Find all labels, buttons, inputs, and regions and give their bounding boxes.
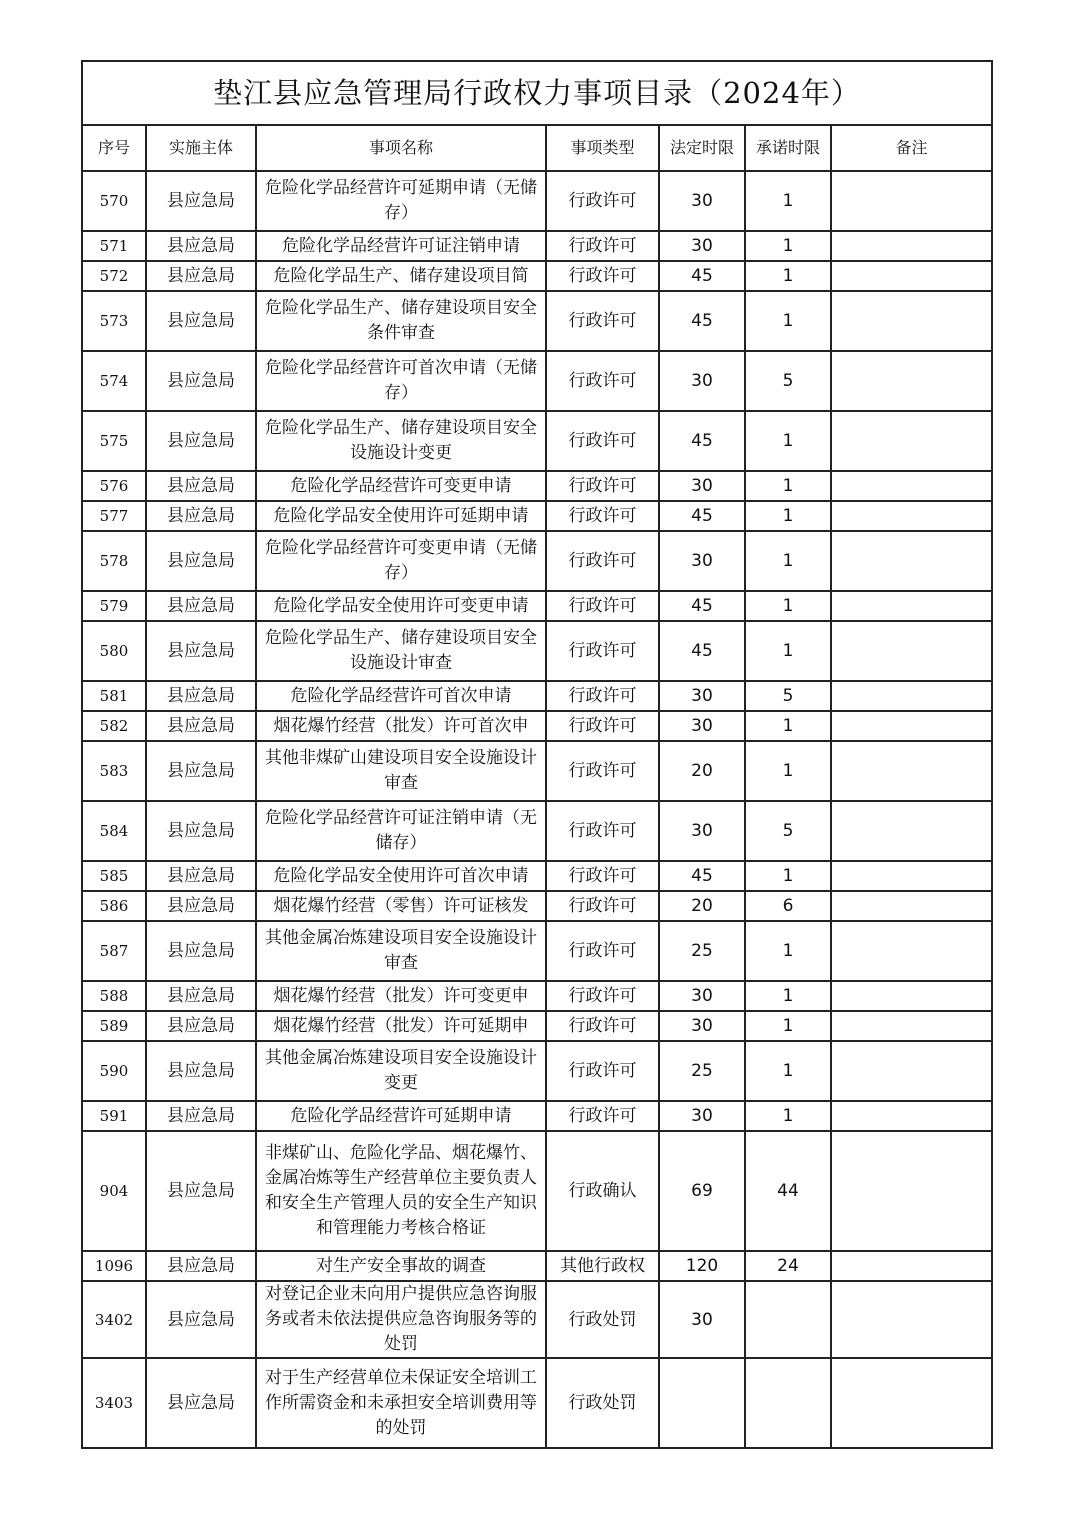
row-legal-limit: 30 [659,171,745,231]
row-org: 县应急局 [146,711,256,741]
row-legal-limit: 45 [659,291,745,351]
row-number: 3403 [82,1358,146,1448]
row-note [831,801,992,861]
row-item-name: 危险化学品经营许可延期申请 [256,1101,546,1131]
row-org: 县应急局 [146,741,256,801]
row-item-type: 其他行政权 [546,1251,659,1281]
row-item-name: 危险化学品生产、储存建设项目安全条件审查 [256,291,546,351]
row-item-name: 危险化学品经营许可延期申请（无储存） [256,171,546,231]
row-item-type: 行政许可 [546,351,659,411]
row-promise-limit: 1 [745,621,831,681]
row-item-name: 烟花爆竹经营（批发）许可首次申 [256,711,546,741]
row-number: 589 [82,1011,146,1041]
table-row [82,1011,992,1041]
row-number: 586 [82,891,146,921]
col-header-no: 序号 [82,125,146,171]
row-item-type: 行政许可 [546,1041,659,1101]
row-legal-limit: 30 [659,801,745,861]
row-note [831,1011,992,1041]
table-row [82,471,992,501]
table-row [82,741,992,801]
row-promise-limit: 24 [745,1251,831,1281]
row-item-name: 危险化学品经营许可变更申请（无储存） [256,531,546,591]
row-legal-limit: 30 [659,531,745,591]
row-item-name: 对登记企业未向用户提供应急咨询服务或者未依法提供应急咨询服务等的处罚 [256,1281,546,1358]
row-item-type: 行政许可 [546,531,659,591]
row-note [831,891,992,921]
table-row [82,1041,992,1101]
table-row [82,501,992,531]
row-item-name: 危险化学品安全使用许可首次申请 [256,861,546,891]
row-org: 县应急局 [146,1041,256,1101]
row-item-name: 非煤矿山、危险化学品、烟花爆竹、金属冶炼等生产经营单位主要负责人和安全生产管理人员的安全生产知识和管理能力考核合格证 [256,1131,546,1251]
row-item-name: 危险化学品经营许可证注销申请（无储存） [256,801,546,861]
row-org: 县应急局 [146,351,256,411]
row-promise-limit: 1 [745,861,831,891]
row-number: 1096 [82,1251,146,1281]
row-note [831,591,992,621]
row-item-type: 行政许可 [546,861,659,891]
table-row [82,591,992,621]
header-row [82,125,992,171]
row-item-type: 行政许可 [546,711,659,741]
row-item-name: 烟花爆竹经营（批发）许可变更申 [256,981,546,1011]
row-item-type: 行政许可 [546,621,659,681]
row-number: 579 [82,591,146,621]
row-org: 县应急局 [146,891,256,921]
row-item-name: 烟花爆竹经营（零售）许可证核发 [256,891,546,921]
row-legal-limit: 45 [659,621,745,681]
row-promise-limit: 44 [745,1131,831,1251]
row-item-type: 行政确认 [546,1131,659,1251]
row-promise-limit: 1 [745,1011,831,1041]
row-legal-limit: 30 [659,1101,745,1131]
row-number: 581 [82,681,146,711]
table-row [82,1358,992,1448]
row-org: 县应急局 [146,501,256,531]
row-legal-limit: 25 [659,1041,745,1101]
row-item-type: 行政许可 [546,981,659,1011]
row-item-type: 行政许可 [546,921,659,981]
row-promise-limit: 5 [745,801,831,861]
col-header-note: 备注 [831,125,992,171]
row-org: 县应急局 [146,1358,256,1448]
row-promise-limit: 1 [745,1101,831,1131]
row-item-type: 行政处罚 [546,1281,659,1358]
row-item-name: 危险化学品经营许可证注销申请 [256,231,546,261]
row-legal-limit [659,1358,745,1448]
row-legal-limit: 45 [659,411,745,471]
table-row [82,981,992,1011]
row-org: 县应急局 [146,921,256,981]
col-header-name: 事项名称 [256,125,546,171]
row-number: 570 [82,171,146,231]
row-legal-limit: 30 [659,1011,745,1041]
row-item-name: 烟花爆竹经营（批发）许可延期申 [256,1011,546,1041]
row-note [831,981,992,1011]
row-note [831,351,992,411]
row-org: 县应急局 [146,1281,256,1358]
row-number: 585 [82,861,146,891]
row-org: 县应急局 [146,411,256,471]
row-legal-limit: 30 [659,1281,745,1358]
row-org: 县应急局 [146,801,256,861]
table-row [82,711,992,741]
row-promise-limit: 6 [745,891,831,921]
row-promise-limit: 1 [745,591,831,621]
row-note [831,261,992,291]
row-org: 县应急局 [146,1131,256,1251]
table-row [82,681,992,711]
row-legal-limit: 20 [659,891,745,921]
row-note [831,1041,992,1101]
row-item-type: 行政许可 [546,171,659,231]
row-org: 县应急局 [146,981,256,1011]
row-number: 584 [82,801,146,861]
table-row [82,261,992,291]
row-note [831,861,992,891]
row-promise-limit: 1 [745,471,831,501]
col-header-type: 事项类型 [546,125,659,171]
row-legal-limit: 25 [659,921,745,981]
row-item-name: 危险化学品安全使用许可延期申请 [256,501,546,531]
row-note [831,1358,992,1448]
row-item-type: 行政处罚 [546,1358,659,1448]
row-number: 590 [82,1041,146,1101]
row-note [831,1101,992,1131]
row-promise-limit: 1 [745,741,831,801]
row-item-type: 行政许可 [546,1101,659,1131]
row-number: 588 [82,981,146,1011]
table-row [82,891,992,921]
table-row [82,1131,992,1251]
row-note [831,1251,992,1281]
row-item-type: 行政许可 [546,291,659,351]
row-item-name: 危险化学品生产、储存建设项目简 [256,261,546,291]
row-item-name: 其他非煤矿山建设项目安全设施设计审查 [256,741,546,801]
row-number: 904 [82,1131,146,1251]
row-promise-limit: 1 [745,231,831,261]
row-note [831,501,992,531]
table-row [82,531,992,591]
row-number: 576 [82,471,146,501]
row-org: 县应急局 [146,1251,256,1281]
row-promise-limit: 5 [745,351,831,411]
row-number: 3402 [82,1281,146,1358]
row-item-type: 行政许可 [546,1011,659,1041]
row-number: 591 [82,1101,146,1131]
row-org: 县应急局 [146,261,256,291]
row-promise-limit: 1 [745,1041,831,1101]
row-note [831,531,992,591]
row-org: 县应急局 [146,861,256,891]
row-item-name: 危险化学品经营许可首次申请 [256,681,546,711]
row-item-name: 危险化学品生产、储存建设项目安全设施设计审查 [256,621,546,681]
row-number: 575 [82,411,146,471]
row-promise-limit: 1 [745,411,831,471]
row-legal-limit: 30 [659,231,745,261]
row-item-type: 行政许可 [546,471,659,501]
row-legal-limit: 30 [659,981,745,1011]
row-item-type: 行政许可 [546,591,659,621]
col-header-org: 实施主体 [146,125,256,171]
table-row [82,291,992,351]
row-item-type: 行政许可 [546,501,659,531]
row-number: 577 [82,501,146,531]
row-note [831,411,992,471]
row-item-type: 行政许可 [546,741,659,801]
row-item-name: 危险化学品经营许可变更申请 [256,471,546,501]
row-item-type: 行政许可 [546,231,659,261]
row-promise-limit: 1 [745,711,831,741]
row-number: 583 [82,741,146,801]
row-org: 县应急局 [146,471,256,501]
row-org: 县应急局 [146,591,256,621]
row-item-type: 行政许可 [546,891,659,921]
row-org: 县应急局 [146,531,256,591]
row-promise-limit: 1 [745,501,831,531]
row-note [831,681,992,711]
row-promise-limit [745,1358,831,1448]
row-legal-limit: 45 [659,591,745,621]
row-item-name: 危险化学品经营许可首次申请（无储存） [256,351,546,411]
row-legal-limit: 30 [659,711,745,741]
row-note [831,711,992,741]
row-promise-limit: 1 [745,291,831,351]
row-item-name: 其他金属冶炼建设项目安全设施设计审查 [256,921,546,981]
row-item-name: 其他金属冶炼建设项目安全设施设计变更 [256,1041,546,1101]
row-promise-limit: 1 [745,981,831,1011]
row-legal-limit: 45 [659,501,745,531]
table-row [82,171,992,231]
col-header-promise-limit: 承诺时限 [745,125,831,171]
row-note [831,171,992,231]
row-promise-limit: 1 [745,921,831,981]
row-note [831,741,992,801]
row-note [831,471,992,501]
table-row [82,1281,992,1358]
row-item-name: 对生产安全事故的调查 [256,1251,546,1281]
row-note [831,291,992,351]
row-note [831,621,992,681]
power-items-table [81,60,993,1449]
row-legal-limit: 30 [659,351,745,411]
row-number: 578 [82,531,146,591]
table-row [82,1101,992,1131]
row-promise-limit: 5 [745,681,831,711]
row-number: 582 [82,711,146,741]
row-org: 县应急局 [146,681,256,711]
table-row [82,1251,992,1281]
row-item-type: 行政许可 [546,261,659,291]
row-legal-limit: 69 [659,1131,745,1251]
row-note [831,921,992,981]
row-item-name: 危险化学品安全使用许可变更申请 [256,591,546,621]
table-row [82,921,992,981]
row-legal-limit: 30 [659,471,745,501]
row-number: 574 [82,351,146,411]
row-org: 县应急局 [146,231,256,261]
table-row [82,861,992,891]
table-row [82,351,992,411]
page-title: 垫江县应急管理局行政权力事项目录（2024年） [82,61,992,125]
table-row [82,231,992,261]
row-legal-limit: 45 [659,861,745,891]
row-number: 571 [82,231,146,261]
row-promise-limit [745,1281,831,1358]
row-promise-limit: 1 [745,261,831,291]
row-legal-limit: 20 [659,741,745,801]
row-org: 县应急局 [146,171,256,231]
row-item-type: 行政许可 [546,681,659,711]
row-note [831,231,992,261]
row-item-name: 对于生产经营单位未保证安全培训工作所需资金和未承担安全培训费用等的处罚 [256,1358,546,1448]
row-legal-limit: 30 [659,681,745,711]
row-number: 587 [82,921,146,981]
row-number: 580 [82,621,146,681]
row-legal-limit: 120 [659,1251,745,1281]
row-legal-limit: 45 [659,261,745,291]
row-org: 县应急局 [146,1101,256,1131]
row-item-name: 危险化学品生产、储存建设项目安全设施设计变更 [256,411,546,471]
col-header-legal-limit: 法定时限 [659,125,745,171]
table-row [82,411,992,471]
row-org: 县应急局 [146,291,256,351]
row-promise-limit: 1 [745,171,831,231]
row-note [831,1131,992,1251]
row-note [831,1281,992,1358]
row-item-type: 行政许可 [546,411,659,471]
row-number: 572 [82,261,146,291]
table-row [82,801,992,861]
row-item-type: 行政许可 [546,801,659,861]
row-org: 县应急局 [146,621,256,681]
row-number: 573 [82,291,146,351]
row-org: 县应急局 [146,1011,256,1041]
table-row [82,621,992,681]
row-promise-limit: 1 [745,531,831,591]
